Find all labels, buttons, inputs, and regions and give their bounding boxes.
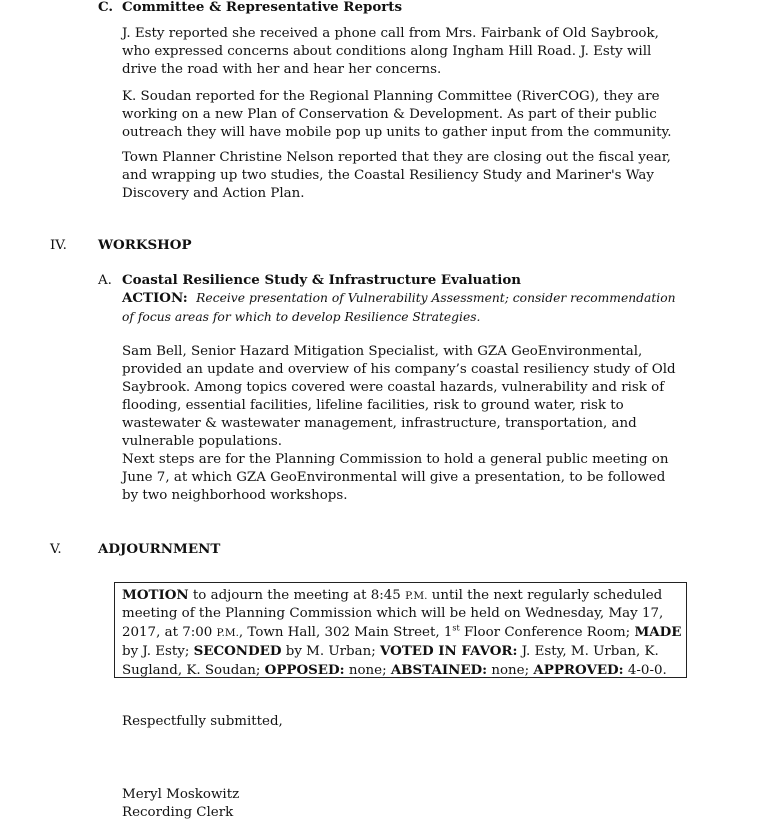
section-c-paragraph-2: K. Soudan reported for the Regional Planning Committee (RiverCOG), they are working on a new Plan of Conservation & Development. As part of their public outreach they will have mobile pop up units to gather input from the community.: [122, 89, 672, 140]
action-label: ACTION:: [122, 290, 188, 306]
motion-label: MOTION: [122, 587, 189, 603]
abstained-text: none;: [487, 663, 534, 678]
section-iv-title: WORKSHOP: [98, 237, 192, 253]
item-a-paragraph-1: Sam Bell, Senior Hazard Mitigation Specialist, with GZA GeoEnvironmental, provided an update and overview of his company’s coastal resiliency study of Old Saybrook. Among topics covered were coastal hazards, vulnerability and risk of flooding, essential facilities, lifeline facilities, risk to ground water, risk to wastewater & wastewater management, infrastructure, transportation, and vulnerable populations.: [122, 344, 676, 449]
motion-text-3: , Town Hall, 302 Main Street, 1: [238, 625, 453, 640]
voted-text: J. Esty, M. Urban, K. Sugland, K. Soudan;: [122, 644, 659, 678]
abstained-label: ABSTAINED:: [390, 662, 488, 678]
seconded-label: SECONDED: [193, 643, 282, 659]
section-v-title: ADJOURNMENT: [98, 541, 221, 557]
item-a-paragraph-2: Next steps are for the Planning Commission to hold a general public meeting on June 7, at which GZA GeoEnvironmental will give a presentation, to be followed by two neighborhood workshops.: [122, 452, 669, 503]
signature-name: Meryl Moskowitz: [122, 787, 240, 802]
section-c-paragraph-1: J. Esty reported she received a phone call from Mrs. Fairbank of Old Saybrook, who expressed concerns about conditions along Ingham Hill Road. J. Esty will drive the road with her and hear her concerns.: [122, 26, 659, 77]
motion-ordinal: st: [452, 623, 460, 633]
item-a-heading: [98, 271, 678, 290]
made-text: by J. Esty;: [122, 644, 194, 659]
motion-pm-2: P.M.: [216, 627, 239, 639]
motion-text-2: until the next regularly scheduled meeting of the Planning Commission which will be held on Wednesday, May 17, 2017, at 7:00: [122, 588, 664, 640]
motion-text-1: to adjourn the meeting at 8:45: [188, 588, 406, 603]
voted-label: VOTED IN FAVOR:: [380, 643, 518, 659]
closing-line: Respectfully submitted,: [122, 714, 283, 729]
made-label: MADE: [634, 624, 682, 640]
signature-title: Recording Clerk: [122, 805, 234, 820]
approved-text: 4-0-0.: [623, 663, 667, 678]
item-a-title: Coastal Resilience Study & Infrastructure Evaluation: [122, 272, 522, 288]
item-a-letter: A.: [98, 273, 112, 288]
section-c-paragraph-3: Town Planner Christine Nelson reported that they are closing out the fiscal year, and wrapping up two studies, the Coastal Resiliency Study and Mariner's Way Discovery and Action Plan.: [122, 150, 671, 201]
seconded-text: by M. Urban;: [281, 644, 380, 659]
section-c-heading: [98, 0, 402, 16]
action-description: Receive presentation of Vulnerability Assessment; consider recommendation of focus areas for which to develop Resilience Strategies.: [122, 291, 676, 324]
section-v-number: V.: [50, 542, 62, 557]
action-line: [122, 289, 682, 327]
approved-label: APPROVED:: [533, 662, 624, 678]
motion-box: [114, 582, 687, 678]
motion-text-4: Floor Conference Room;: [459, 625, 635, 640]
section-iv-heading: [50, 236, 192, 255]
motion-pm-1: P.M.: [405, 590, 428, 602]
section-iv-number: IV.: [50, 238, 67, 253]
section-c-letter: C.: [98, 0, 114, 15]
section-c-title: Committee & Representative Reports: [122, 0, 403, 15]
section-v-heading: [50, 540, 220, 559]
opposed-text: none;: [344, 663, 391, 678]
opposed-label: OPPOSED:: [264, 662, 345, 678]
